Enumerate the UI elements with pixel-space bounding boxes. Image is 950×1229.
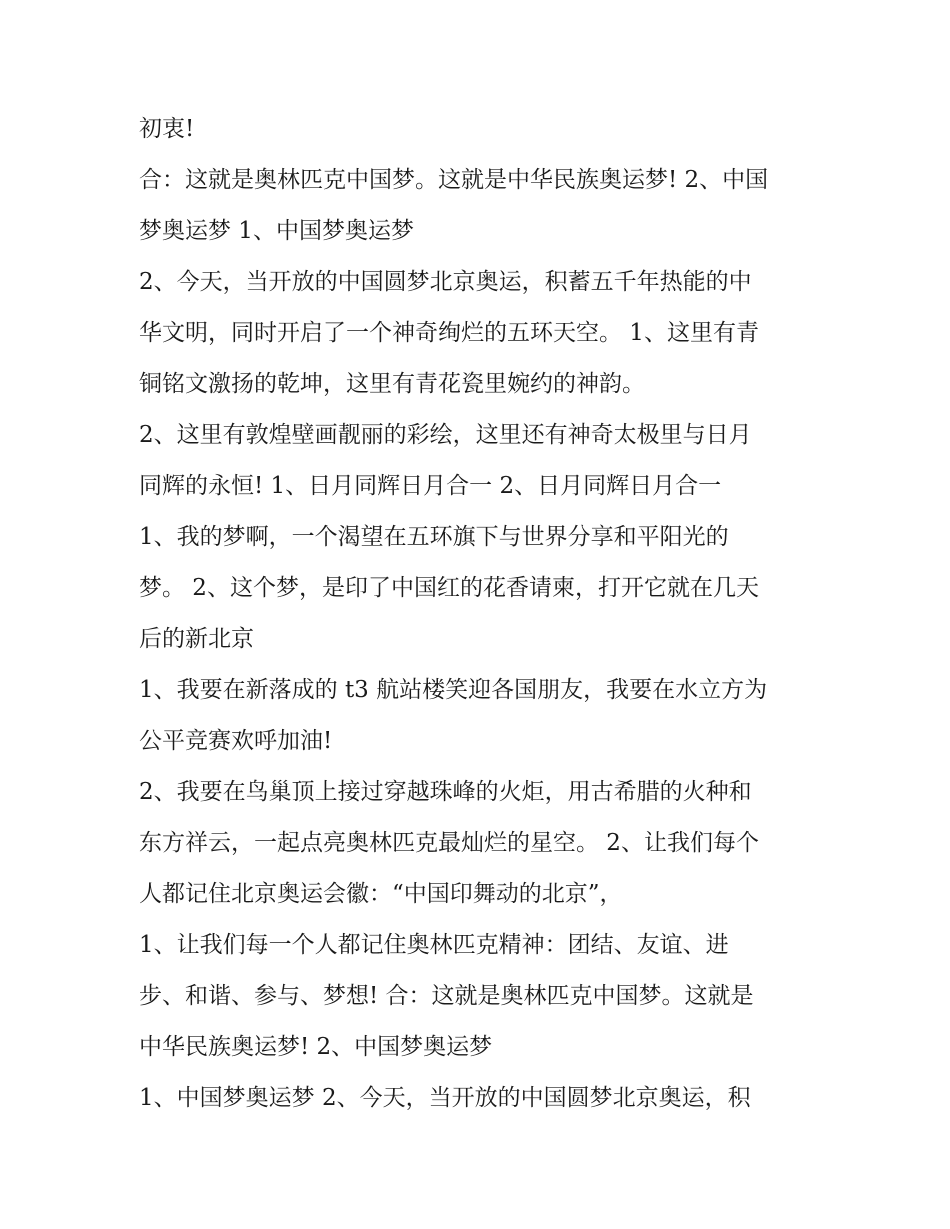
text-line: 2、我要在鸟巢顶上接过穿越珠峰的火炬，用古希腊的火种和 — [139, 779, 752, 805]
text-line: 华文明，同时开启了一个神奇绚烂的五环天空。 1、这里有青 — [139, 320, 759, 346]
text-line: 2、今天，当开放的中国圆梦北京奥运，积蓄五千年热能的中 — [139, 269, 752, 295]
text-line: 梦奥运梦 1、中国梦奥运梦 — [139, 218, 414, 244]
text-line: 1、我的梦啊，一个渴望在五环旗下与世界分享和平阳光的 — [139, 524, 729, 550]
text-line: 公平竞赛欢呼加油! — [139, 728, 333, 754]
text-line: 初衷! — [139, 116, 195, 142]
text-line: 人都记住北京奥运会徽：“中国印舞动的北京”， — [139, 881, 623, 907]
text-line: 1、我要在新落成的 t3 航站楼笑迎各国朋友，我要在水立方为 — [139, 677, 768, 703]
text-line: 中华民族奥运梦! 2、中国梦奥运梦 — [139, 1034, 493, 1060]
document-body — [139, 104, 819, 1124]
text-line: 同辉的永恒! 1、日月同辉日月合一 2、日月同辉日月合一 — [139, 473, 722, 499]
text-line: 东方祥云，一起点亮奥林匹克最灿烂的星空。 2、让我们每个 — [139, 830, 759, 856]
text-line: 2、这里有敦煌壁画靓丽的彩绘，这里还有神奇太极里与日月 — [139, 422, 752, 448]
text-line: 步、和谐、参与、梦想! 合：这就是奥林匹克中国梦。这就是 — [139, 983, 754, 1009]
text-line: 1、中国梦奥运梦 2、今天，当开放的中国圆梦北京奥运，积 — [139, 1085, 751, 1111]
text-line: 后的新北京 — [139, 626, 254, 652]
text-line: 1、让我们每一个人都记住奥林匹克精神：团结、友谊、进 — [139, 932, 729, 958]
text-line: 合：这就是奥林匹克中国梦。这就是中华民族奥运梦! 2、中国 — [139, 167, 769, 193]
text-line: 梦。 2、这个梦，是印了中国红的花香请柬，打开它就在几天 — [139, 575, 759, 601]
text-line: 铜铭文激扬的乾坤，这里有青花瓷里婉约的神韵。 — [139, 371, 645, 397]
